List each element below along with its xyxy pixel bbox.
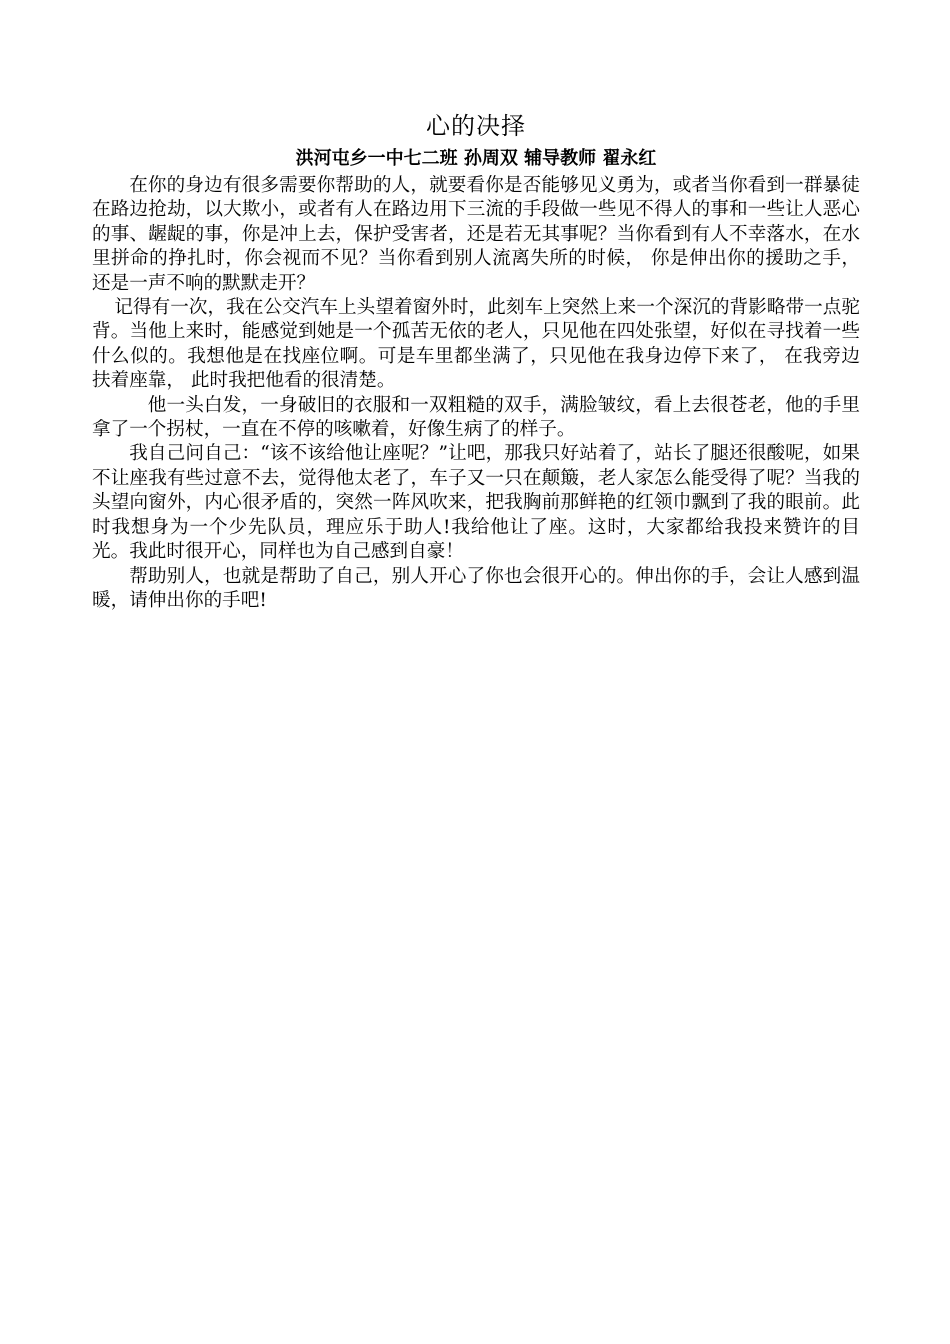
- document-body: [92, 108, 860, 613]
- author-byline: 洪河屯乡一中七二班 孙周双 辅导教师 翟永红: [295, 148, 657, 169]
- paragraph-1: 在你的身边有很多需要你帮助的人，就要看你是否能够见义勇为，或者当你看到一群暴徒在路边抢劫，以大欺小，或者有人在路边用下三流的手段做一些见不得人的事和一些让人恶心的事、龌龊的事，你是冲上去，保护受害者，还是若无其事呢？当你看到有人不幸落水，在水里拼命的挣扎时，你会视而不见？当你看到别人流离失所的时候， 你是伸出你的援助之手， 还是一声不响的默默走开？: [92, 175, 860, 294]
- paragraph-3: 他一头白发，一身破旧的衣服和一双粗糙的双手，满脸皱纹，看上去很苍老，他的手里拿了一个拐杖，一直在不停的咳嗽着，好像生病了的样子。: [92, 394, 860, 441]
- paragraph-2: 记得有一次，我在公交汽车上头望着窗外时，此刻车上突然上来一个深沉的背影略带一点驼背。当他上来时，能感觉到她是一个孤苦无依的老人，只见他在四处张望，好似在寻找着一些什么似的。我想他是在找座位啊。可是车里都坐满了，只见他在我身边停下来了， 在我旁边扶着座靠， 此时我把他看的很清楚。: [92, 297, 860, 392]
- paragraph-5: 帮助别人，也就是帮助了自己，别人开心了你也会很开心的。伸出你的手，会让人感到温暖，请伸出你的手吧!: [92, 565, 860, 611]
- essay-title: 心的决择: [426, 112, 526, 140]
- paragraph-4: 我自己问自己：“该不该给他让座呢？”让吧，那我只好站着了，站长了腿还很酸呢，如果不让座我有些过意不去，觉得他太老了，车子又一只在颠簸，老人家怎么能受得了呢？当我的头望向窗外，内心很矛盾的，突然一阵风吹来，把我胸前那鲜艳的红领巾飘到了我的眼前。此时我想身为一个少先队员，理应乐于助人!我给他让了座。这时，大家都给我投来赞许的目光。我此时很开心，同样也为自己感到自豪！: [92, 443, 860, 563]
